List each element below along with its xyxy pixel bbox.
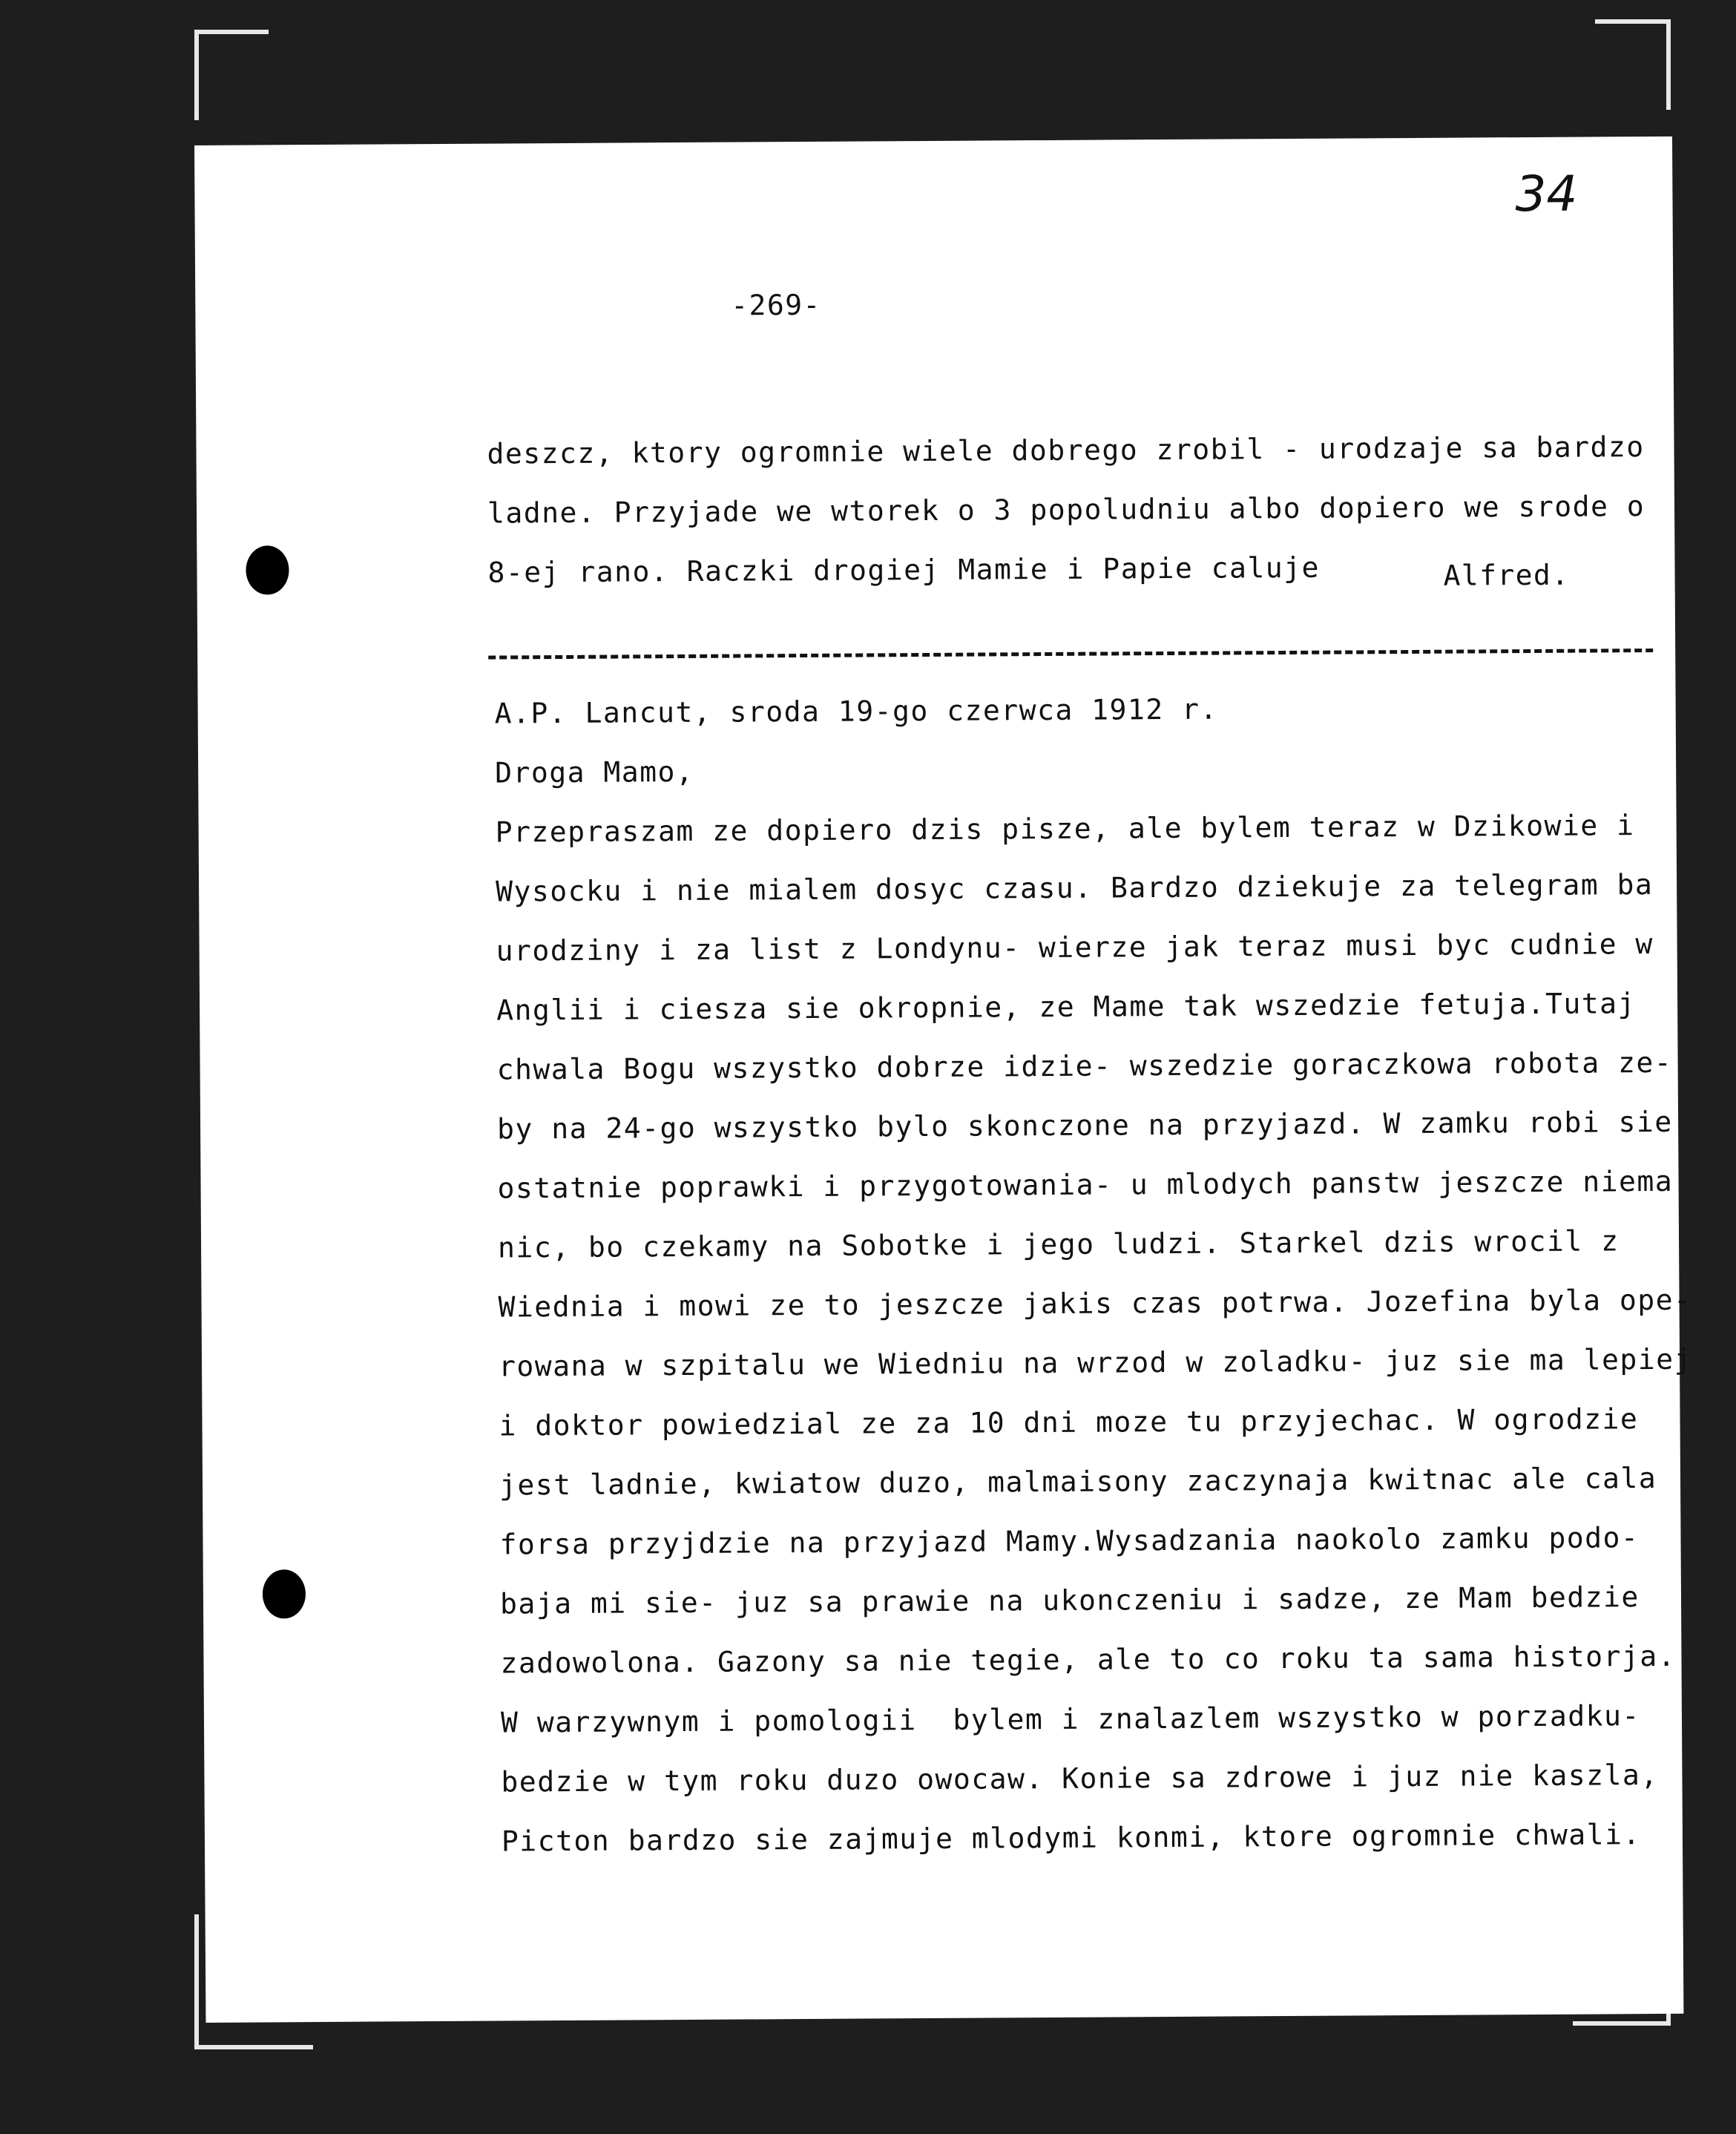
crop-mark-top-left-h	[194, 30, 269, 34]
text-line: forsa przyjdzie na przyjazd Mamy.Wysadzania naokolo zamku podo-	[499, 1521, 1640, 1561]
crop-mark-top-right-h	[1595, 19, 1669, 24]
text-line: i doktor powiedzial ze za 10 dni moze tu przyjechac. W ogrodzie	[499, 1402, 1639, 1442]
text-line: Wiednia i mowi ze to jeszcze jakis czas potrwa. Jozefina byla ope-	[498, 1283, 1692, 1324]
text-line: zadowolona. Gazony sa nie tegie, ale to co roku ta sama historja.	[500, 1639, 1677, 1680]
punch-hole-bottom	[263, 1569, 306, 1618]
text-line: chwala Bogu wszystko dobrze idzie- wszedzie goraczkowa robota ze-	[496, 1045, 1673, 1086]
text-line: deszcz, ktory ogromnie wiele dobrego zrobil - urodzaje sa bardzo	[487, 430, 1645, 470]
crop-mark-bottom-left	[194, 1914, 199, 2048]
salutation: Droga Mamo,	[495, 755, 694, 789]
text-line: Anglii i ciesza sie okropnie, ze Mame tak wszedzie fetuja.Tutaj	[496, 987, 1637, 1027]
text-line: baja mi sie- juz sa prawie na ukonczeniu i sadze, ze Mam bedzie	[499, 1580, 1640, 1621]
text-line: by na 24-go wszystko bylo skonczone na przyjazd. W zamku robi sie	[496, 1105, 1673, 1146]
text-line: 8-ej rano. Raczki drogiej Mamie i Papie caluje	[487, 551, 1321, 589]
text-line: ladne. Przyjade we wtorek o 3 popoludniu albo dopiero we srode o	[487, 490, 1645, 530]
signature: Alfred.	[1443, 558, 1570, 592]
text-line: Wysocku i nie mialem dosyc czasu. Bardzo dziekuje za telegram ba	[496, 868, 1654, 908]
punch-hole-top	[246, 545, 289, 594]
text-line: jest ladnie, kwiatow duzo, malmaisony zaczynaja kwitnac ale cala	[499, 1461, 1657, 1502]
crop-mark-top-left	[194, 30, 199, 120]
text-line: rowana w szpitalu we Wiedniu na wrzod w zoladku- juz sie ma lepiej	[498, 1342, 1693, 1383]
text-line: urodziny i za list z Londynu- wierze jak teraz musi byc cudnie w	[496, 928, 1654, 968]
text-line: ostatnie poprawki i przygotowania- u mlodych panstw jeszcze niema	[497, 1164, 1674, 1205]
page-number: -269-	[731, 288, 821, 322]
text-line: bedzie w tym roku duzo owocaw. Konie sa zdrowe i juz nie kaszla,	[501, 1758, 1659, 1799]
crop-mark-bottom-left-h	[194, 2045, 313, 2049]
crop-mark-top-right	[1666, 19, 1671, 110]
text-line: nic, bo czekamy na Sobotke i jego ludzi. Starkel dzis wrocil z	[497, 1224, 1620, 1264]
text-line: W warzywnym i pomologii bylem i znalazlem wszystko w porzadku-	[500, 1699, 1640, 1739]
separator-line	[488, 649, 1653, 660]
typewritten-page	[194, 137, 1693, 2023]
text-line: Picton bardzo sie zajmuje mlodymi konmi, ktore ogromnie chwali.	[501, 1818, 1641, 1858]
letter-heading: A.P. Lancut, sroda 19-go czerwca 1912 r.	[494, 692, 1218, 730]
text-line: Przepraszam ze dopiero dzis pisze, ale bylem teraz w Dzikowie i	[495, 809, 1635, 849]
archive-number: 34	[1515, 165, 1578, 223]
crop-mark-bottom-right-h	[1573, 2021, 1669, 2026]
